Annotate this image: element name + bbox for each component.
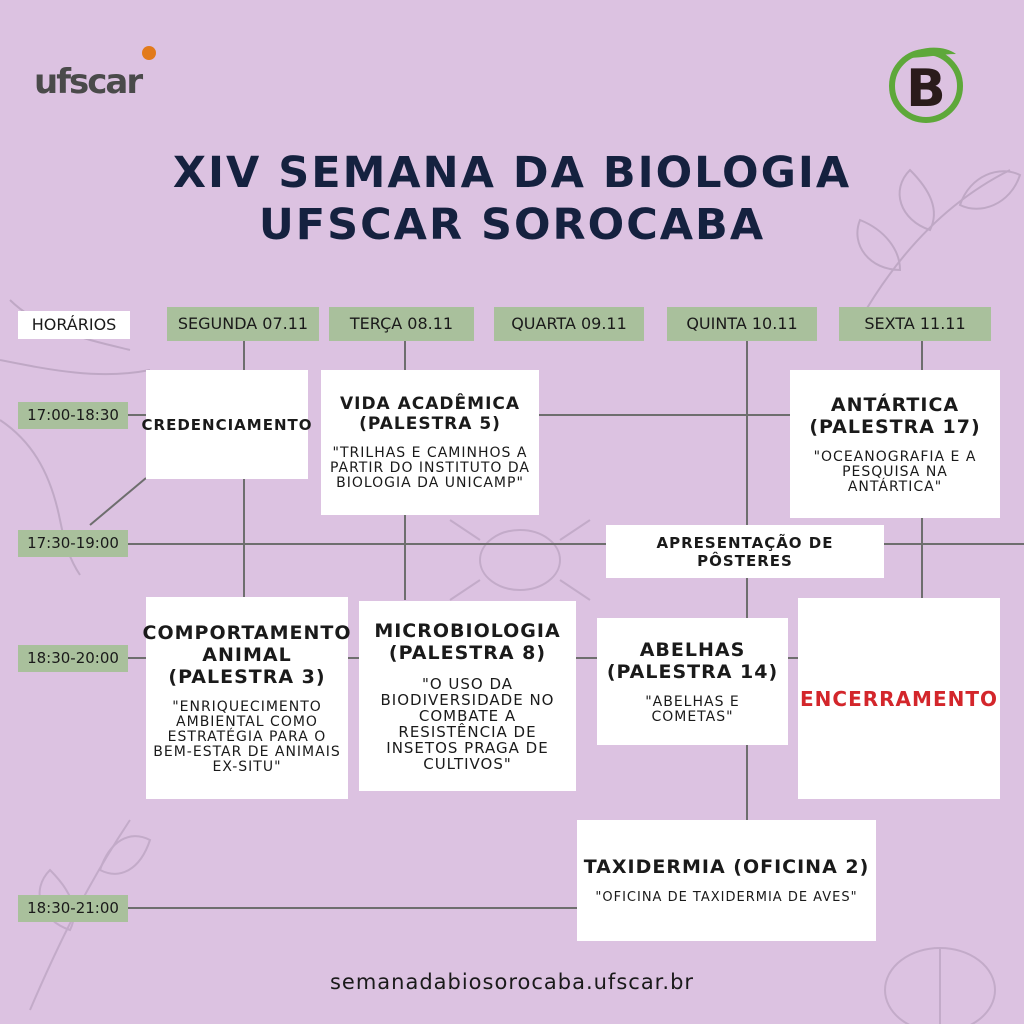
day-segunda: SEGUNDA 07.11: [167, 307, 319, 341]
event-subtitle: "TRILHAS E CAMINHOS A PARTIR DO INSTITUTO DA BIOLOGIA DA UNICAMP": [329, 445, 531, 491]
event-title: ABELHAS (PALESTRA 14): [606, 638, 779, 683]
event-subtitle: "O USO DA BIODIVERSIDADE NO COMBATE A RESISTÊNCIA DE INSETOS PRAGA DE CULTIVOS": [380, 675, 555, 773]
title-line-1: XIV SEMANA DA BIOLOGIA: [172, 148, 852, 198]
event-credenciamento: [141, 370, 313, 479]
day-terca: TERÇA 08.11: [329, 307, 474, 341]
event-subtitle: "OCEANOGRAFIA E A PESQUISA NA ANTÁRTICA": [813, 448, 977, 495]
event-title: MICROBIOLOGIA (PALESTRA 8): [374, 620, 561, 664]
event-subtitle: "ENRIQUECIMENTO AMBIENTAL COMO ESTRATÉGIA PARA O BEM-ESTAR DE ANIMAIS EX-SITU": [153, 698, 341, 775]
day-quarta: QUARTA 09.11: [494, 307, 644, 341]
ufscar-logo: ufscar: [34, 62, 141, 102]
day-sexta: SEXTA 11.11: [839, 307, 991, 341]
footer-url: semanadabiosorocaba.ufscar.br: [329, 970, 695, 994]
event-title: TAXIDERMIA (OFICINA 2): [583, 856, 870, 878]
title-line-2: UFSCAR SOROCABA: [258, 200, 766, 250]
logo-b-letter: B: [906, 59, 946, 119]
event-subtitle: "ABELHAS E COMETAS": [645, 693, 740, 725]
event-antartica: [790, 370, 1000, 518]
orange-dot-icon: [142, 46, 156, 60]
event-encerramento: [798, 598, 1000, 799]
event-microbiologia: [359, 601, 576, 791]
event-taxidermia: [577, 820, 876, 941]
time-slot-3: 18:30-20:00: [18, 645, 128, 672]
event-title: VIDA ACADÊMICA (PALESTRA 5): [339, 394, 521, 434]
time-slot-4: 18:30-21:00: [18, 895, 128, 922]
event-title: COMPORTAMENTO ANIMAL (PALESTRA 3): [142, 621, 352, 688]
event-vida-academica: [321, 370, 539, 515]
event-title: ENCERRAMENTO: [800, 686, 998, 711]
event-title: CREDENCIAMENTO: [141, 415, 313, 434]
event-title: ANTÁRTICA (PALESTRA 17): [809, 393, 981, 438]
horarios-label: HORÁRIOS: [18, 311, 130, 339]
event-title: APRESENTAÇÃO DE PÔSTERES: [656, 533, 834, 570]
event-comportamento-animal: [142, 597, 352, 799]
time-slot-1: 17:00-18:30: [18, 402, 128, 429]
event-subtitle: "OFICINA DE TAXIDERMIA DE AVES": [595, 890, 858, 905]
day-quinta: QUINTA 10.11: [667, 307, 817, 341]
time-slot-2: 17:30-19:00: [18, 530, 128, 557]
beetle-icon: [450, 520, 590, 600]
event-posteres: [606, 525, 884, 578]
event-abelhas: [597, 618, 788, 745]
biology-week-logo: [884, 40, 968, 124]
